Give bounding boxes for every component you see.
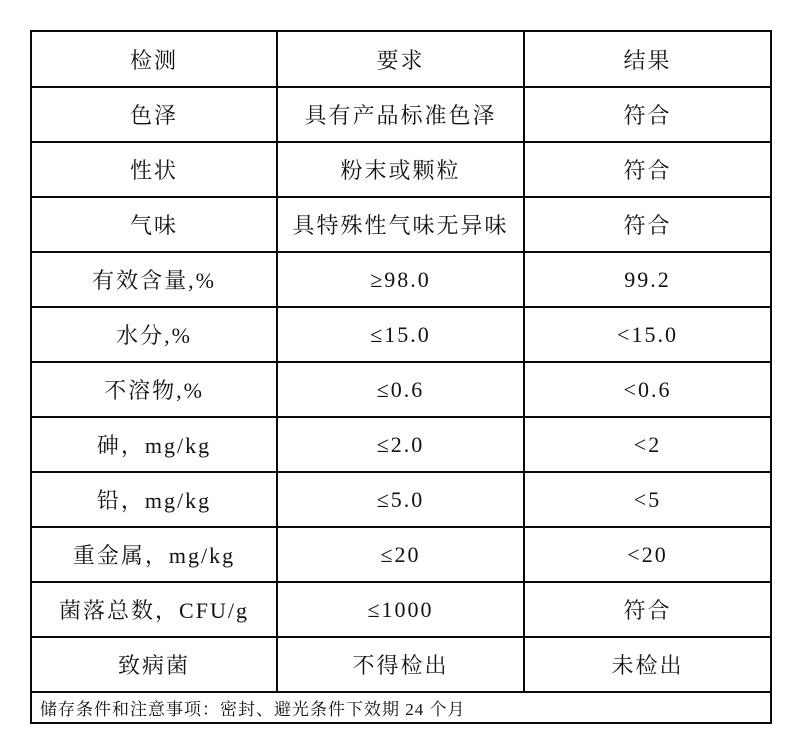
table-row — [31, 142, 771, 197]
storage-note: 储存条件和注意事项：密封、避光条件下效期 24 个月 — [31, 692, 771, 723]
result-cell: 99.2 — [524, 252, 771, 307]
result-cell: <5 — [524, 472, 771, 527]
requirement-cell: ≤5.0 — [277, 472, 524, 527]
requirement-cell: ≥98.0 — [277, 252, 524, 307]
test-cell: 有效含量,% — [31, 252, 277, 307]
test-cell: 水分,% — [31, 307, 277, 362]
test-cell: 菌落总数，CFU/g — [31, 582, 277, 637]
header-cell-test: 检测 — [31, 31, 277, 87]
test-cell: 不溶物,% — [31, 362, 277, 417]
requirement-cell: ≤1000 — [277, 582, 524, 637]
result-cell: <0.6 — [524, 362, 771, 417]
result-cell: <20 — [524, 527, 771, 582]
test-cell: 砷，mg/kg — [31, 417, 277, 472]
table-row — [31, 582, 771, 637]
result-cell: 符合 — [524, 197, 771, 252]
test-cell: 致病菌 — [31, 637, 277, 692]
requirement-cell: 具有产品标准色泽 — [277, 87, 524, 142]
table-row — [31, 472, 771, 527]
inspection-table — [30, 30, 772, 724]
result-cell: 符合 — [524, 87, 771, 142]
test-cell: 气味 — [31, 197, 277, 252]
table-row — [31, 362, 771, 417]
requirement-cell: ≤0.6 — [277, 362, 524, 417]
result-cell: 符合 — [524, 142, 771, 197]
requirement-cell: ≤20 — [277, 527, 524, 582]
requirement-cell: ≤2.0 — [277, 417, 524, 472]
header-row — [31, 31, 771, 87]
header-cell-result: 结果 — [524, 31, 771, 87]
table-row — [31, 307, 771, 362]
table-row — [31, 637, 771, 692]
test-cell: 色泽 — [31, 87, 277, 142]
table-row — [31, 252, 771, 307]
requirement-cell: ≤15.0 — [277, 307, 524, 362]
header-cell-requirement: 要求 — [277, 31, 524, 87]
requirement-cell: 粉末或颗粒 — [277, 142, 524, 197]
test-cell: 重金属，mg/kg — [31, 527, 277, 582]
table-row — [31, 87, 771, 142]
requirement-cell: 具特殊性气味无异味 — [277, 197, 524, 252]
test-cell: 铅，mg/kg — [31, 472, 277, 527]
result-cell: <15.0 — [524, 307, 771, 362]
result-cell: <2 — [524, 417, 771, 472]
table-row — [31, 527, 771, 582]
table-row — [31, 197, 771, 252]
result-cell: 符合 — [524, 582, 771, 637]
test-cell: 性状 — [31, 142, 277, 197]
result-cell: 未检出 — [524, 637, 771, 692]
storage-note-row — [31, 692, 771, 723]
table-row — [31, 417, 771, 472]
requirement-cell: 不得检出 — [277, 637, 524, 692]
